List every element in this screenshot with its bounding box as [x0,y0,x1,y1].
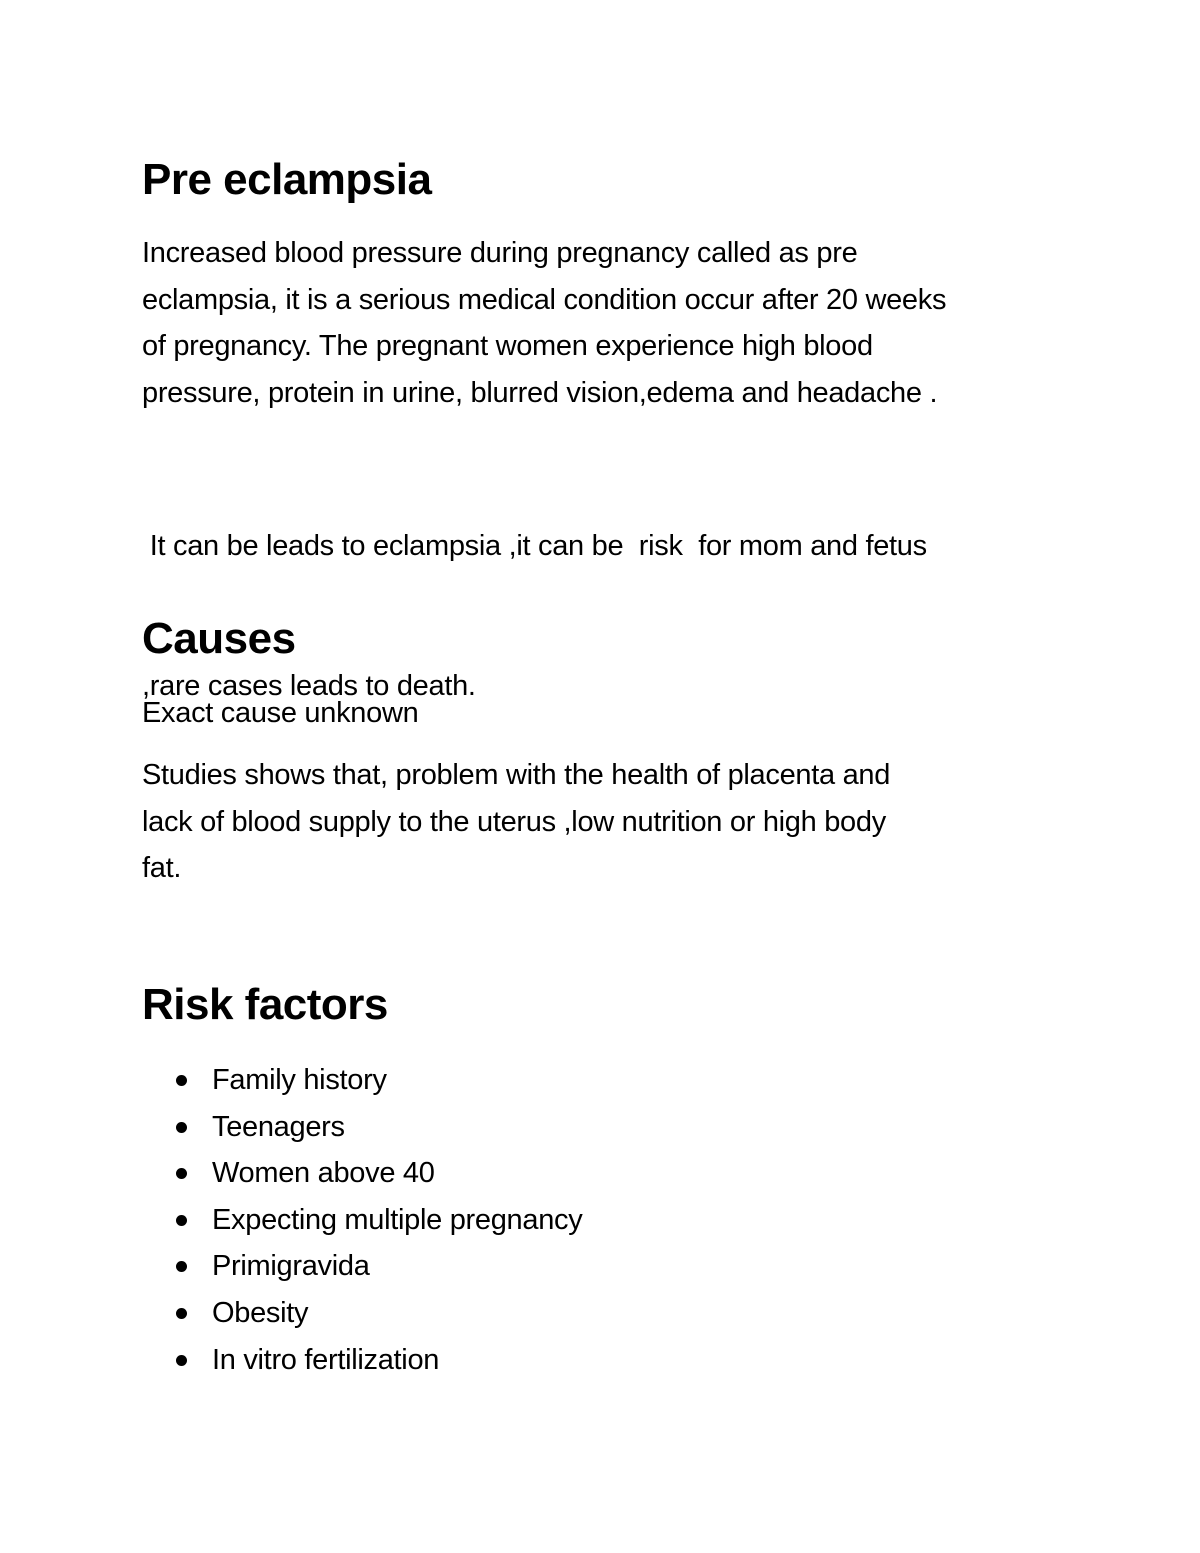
bullet-icon [176,1168,187,1179]
text-line: eclampsia, it is a serious medical condition occur after 20 weeks [142,283,947,316]
heading-pre-eclampsia: Pre eclampsia [142,155,432,204]
pre-eclampsia-paragraph-1 [142,230,1072,416]
causes-paragraph-2 [142,752,1072,892]
text-line: ,rare cases leads to death. [142,669,476,702]
bullet-icon [176,1355,187,1366]
heading-risk-factors: Risk factors [142,980,388,1029]
bullet-icon [176,1215,187,1226]
list-item-text: Expecting multiple pregnancy [212,1203,583,1236]
list-item-text: Family history [212,1064,387,1096]
list-item-text: Primigravida [212,1250,370,1283]
causes-paragraph-1 [142,690,1072,737]
text-line: Exact cause unknown [142,697,419,729]
list-item-text: Teenagers [212,1110,345,1143]
bullet-icon [176,1308,187,1319]
text-line: of pregnancy. The pregnant women experience high blood [142,330,873,362]
text-line: Increased blood pressure during pregnancy called as pre [142,237,858,269]
bullet-icon [176,1261,187,1272]
bullet-icon [176,1075,187,1086]
text-line: pressure, protein in urine, blurred vision,edema and headache . [142,376,938,409]
bullet-icon [176,1122,187,1133]
text-line: Studies shows that, problem with the health of placenta and [142,759,891,791]
text-line: fat. [142,852,182,884]
heading-causes: Causes [142,614,296,663]
list-item-text: In vitro fertilization [212,1343,440,1376]
list-item-text: Obesity [212,1296,309,1329]
text-line: lack of blood supply to the uterus ,low nutrition or high body [142,805,886,838]
list-item-text: Women above 40 [212,1157,435,1190]
text-line: It can be leads to eclampsia ,it can be risk for mom and fetus [142,530,927,562]
